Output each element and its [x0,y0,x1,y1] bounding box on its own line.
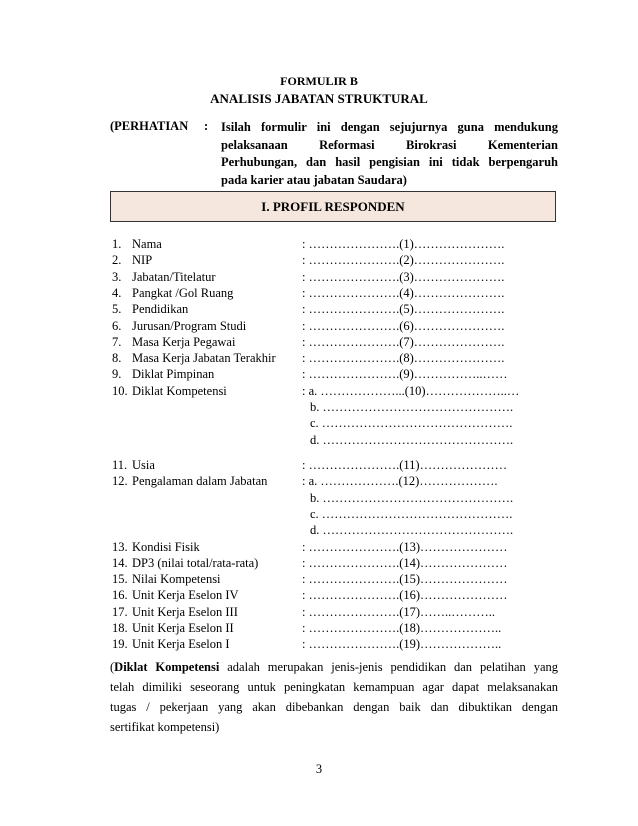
item-label: Masa Kerja Pegawai [132,334,236,349]
item-sub-field: c. ………………………………………. [310,416,513,431]
item-number: 7. [112,334,122,349]
item-field: : ………………….(11)………………… [302,458,508,472]
item-field: : ………………….(19)……………….. [302,637,502,652]
item-label: Kondisi Fisik [132,539,200,554]
attention-label: (PERHATIAN [110,119,189,133]
item-number: 18. [112,621,128,635]
item-field: : ………………….(3)…………………. [302,269,505,284]
item-number: 4. [112,285,122,300]
item-field: : ………………….(1)…………………. [302,237,505,251]
form-title: FORMULIR B [280,74,358,88]
note-line [110,657,558,677]
item-sub-field: b. ………………………………………. [310,400,514,414]
item-number: 5. [112,302,122,317]
item-number: 2. [112,253,122,268]
item-sub-field: d. ………………………………………. [310,432,514,447]
item-number: 14. [112,555,128,570]
item-field: : ………………….(7)…………………. [302,334,505,349]
note-open-paren: ( [110,660,115,674]
item-field: : ………………….(4)…………………. [302,285,505,300]
item-sub-field: d. ………………………………………. [310,523,514,538]
item-number: 8. [112,351,122,366]
item-field: : ………………….(17)……..……….. [302,604,496,619]
item-label: Unit Kerja Eselon I [132,637,230,652]
item-number: 9. [112,367,122,382]
definition-note [110,657,558,737]
attention-line: Isilah formulir ini dengan sejujurnya guna mendukung [221,120,558,134]
item-label: Unit Kerja Eselon III [132,604,238,619]
item-label: Jabatan/Titelatur [132,269,216,284]
item-label: Pengalaman dalam Jabatan [132,474,268,489]
item-field: : ………………….(2)…………………. [302,253,505,268]
item-number: 1. [112,237,122,251]
item-field: : ………………….(8)…………………. [302,351,505,366]
item-label: Jurusan/Program Studi [132,318,247,333]
item-field: : ………………….(6)…………………. [302,318,505,333]
item-number: 16. [112,588,128,603]
section-header-box [110,191,556,222]
item-field: : a. ………………...(10)………………..… [302,383,520,398]
item-number: 10. [112,383,128,398]
item-sub-field: c. ………………………………………. [310,506,513,521]
page-number: 3 [315,762,323,776]
item-field: : ………………….(13)………………… [302,539,508,554]
item-label: Nilai Kompetensi [132,572,221,587]
item-label: Unit Kerja Eselon IV [132,588,239,603]
note-line: sertifikat kompetensi) [110,720,220,734]
item-number: 15. [112,572,128,587]
item-field: : a. ……………….(12)………………. [302,474,498,489]
note-line1-rest: adalah merupakan jenis-jenis pendidikan dan pelatihan yang [219,660,558,674]
note-line: telah dimiliki seseorang untuk peningkatan kemampuan agar dapat melaksanakan [110,680,558,694]
item-label: Nama [132,237,162,251]
item-label: Masa Kerja Jabatan Terakhir [132,351,276,366]
item-label: Pendidikan [132,302,189,317]
attention-line: pada karier atau jabatan Saudara) [221,173,407,188]
item-number: 11. [112,458,128,472]
item-field: : ………………….(14)………………… [302,555,508,570]
note-term: Diklat Kompetensi [114,660,220,674]
item-label: DP3 (nilai total/rata-rata) [132,555,259,570]
note-line: tugas / pekerjaan yang akan dibebankan dengan baik dan dibuktikan dengan [110,700,558,714]
item-field: : ………………….(5)…………………. [302,302,505,317]
attention-line: Perhubungan, dan hasil pengisian ini tidak berpengaruh [221,155,558,170]
item-label: NIP [132,253,153,268]
item-label: Pangkat /Gol Ruang [132,285,234,300]
item-field: : ………………….(18)……………….. [302,621,502,635]
attention-line: pelaksanaan Reformasi Birokrasi Kementerian [221,137,558,152]
attention-colon: : [204,119,209,133]
item-number: 6. [112,318,122,333]
item-number: 17. [112,604,128,619]
attention-text [221,119,558,190]
item-sub-field: b. ………………………………………. [310,490,514,505]
item-label: Diklat Kompetensi [132,383,227,398]
item-label: Diklat Pimpinan [132,367,215,382]
item-number: 13. [112,539,128,554]
item-label: Unit Kerja Eselon II [132,621,234,635]
item-field: : ………………….(16)………………… [302,588,508,603]
item-number: 19. [112,637,128,652]
item-number: 12. [112,474,128,489]
form-subtitle: ANALISIS JABATAN STRUKTURAL [210,91,428,106]
item-field: : ………………….(15)………………… [302,572,508,587]
section-title: I. PROFIL RESPONDEN [261,199,405,214]
item-number: 3. [112,269,122,284]
item-field: : ………………….(9)……………..…… [302,367,508,382]
item-label: Usia [132,458,155,472]
